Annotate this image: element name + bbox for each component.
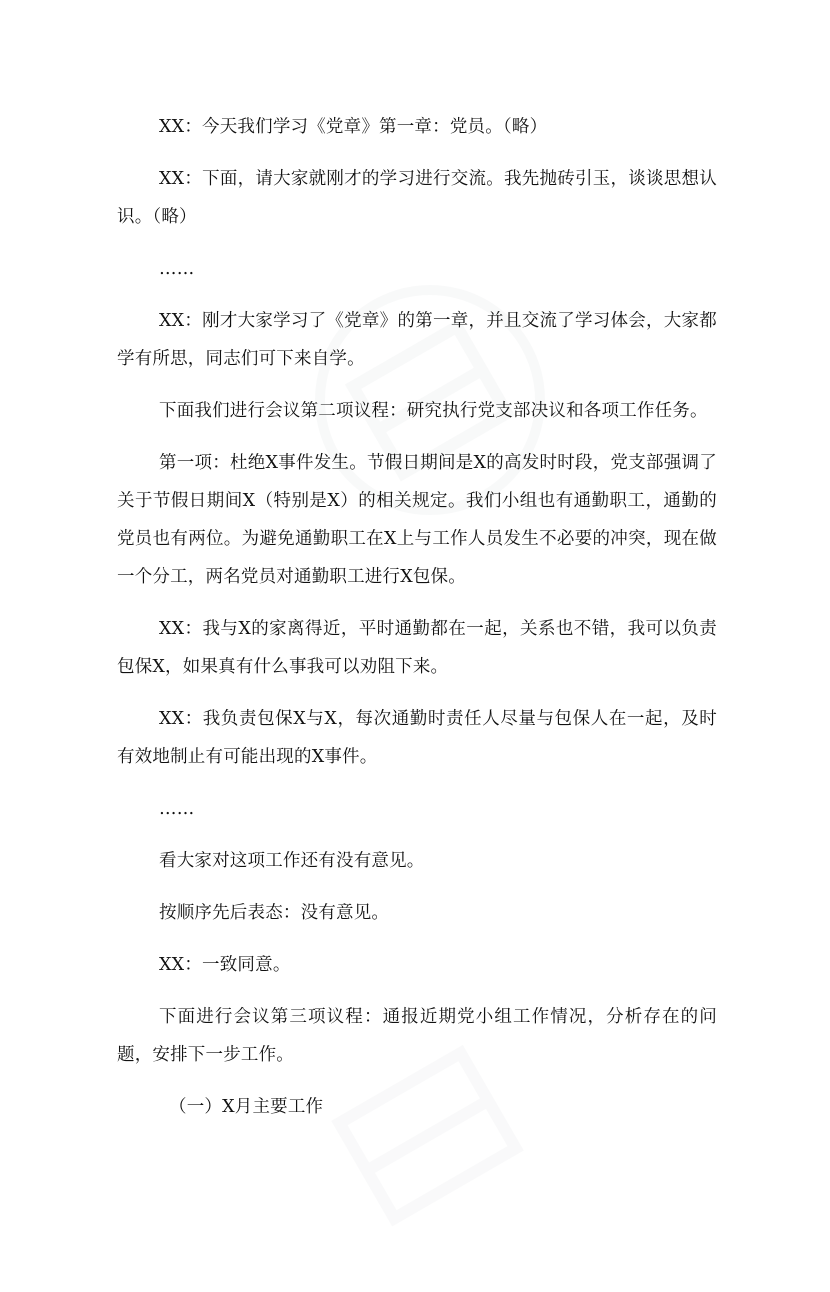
ellipsis-line: …… xyxy=(159,259,195,279)
paragraph: XX：刚才大家学习了《党章》的第一章，并且交流了学习体会，大家都学有所思，同志们可下来自学。 xyxy=(117,311,717,369)
paragraph: XX：我负责包保X与X，每次通勤时责任人尽量与包保人在一起，及时有效地制止有可能出现的X事件。 xyxy=(117,709,717,767)
paragraph: XX：我与X的家离得近，平时通勤都在一起，关系也不错，我可以负责包保X，如果真有什么事我可以劝阻下来。 xyxy=(117,619,717,677)
paragraph: XX：下面，请大家就刚才的学习进行交流。我先抛砖引玉，谈谈思想认识。（略） xyxy=(117,169,717,227)
paragraph: 看大家对这项工作还有没有意见。 xyxy=(159,851,425,871)
paragraph: 按顺序先后表态：没有意见。 xyxy=(159,903,390,923)
section-heading: （一）X月主要工作 xyxy=(169,1097,324,1117)
ellipsis-line: …… xyxy=(159,799,195,819)
paragraph: XX：今天我们学习《党章》第一章：党员。（略） xyxy=(159,117,548,137)
paragraph: 下面我们进行会议第二项议程：研究执行党支部决议和各项工作任务。 xyxy=(159,401,708,421)
paragraph: 第一项：杜绝X事件发生。节假日期间是X的高发时时段，党支部强调了关于节假日期间X（特别是X）的相关规定。我们小组也有通勤职工，通勤的党员也有两位。为避免通勤职工在X上与工作人员发生不必要的冲突，现在做一个分工，两名党员对通勤职工进行X包保。 xyxy=(117,453,717,587)
paragraph: XX：一致同意。 xyxy=(159,955,291,975)
document-body xyxy=(117,108,717,1140)
paragraph: 下面进行会议第三项议程：通报近期党小组工作情况，分析存在的问题，安排下一步工作。 xyxy=(117,1007,717,1065)
